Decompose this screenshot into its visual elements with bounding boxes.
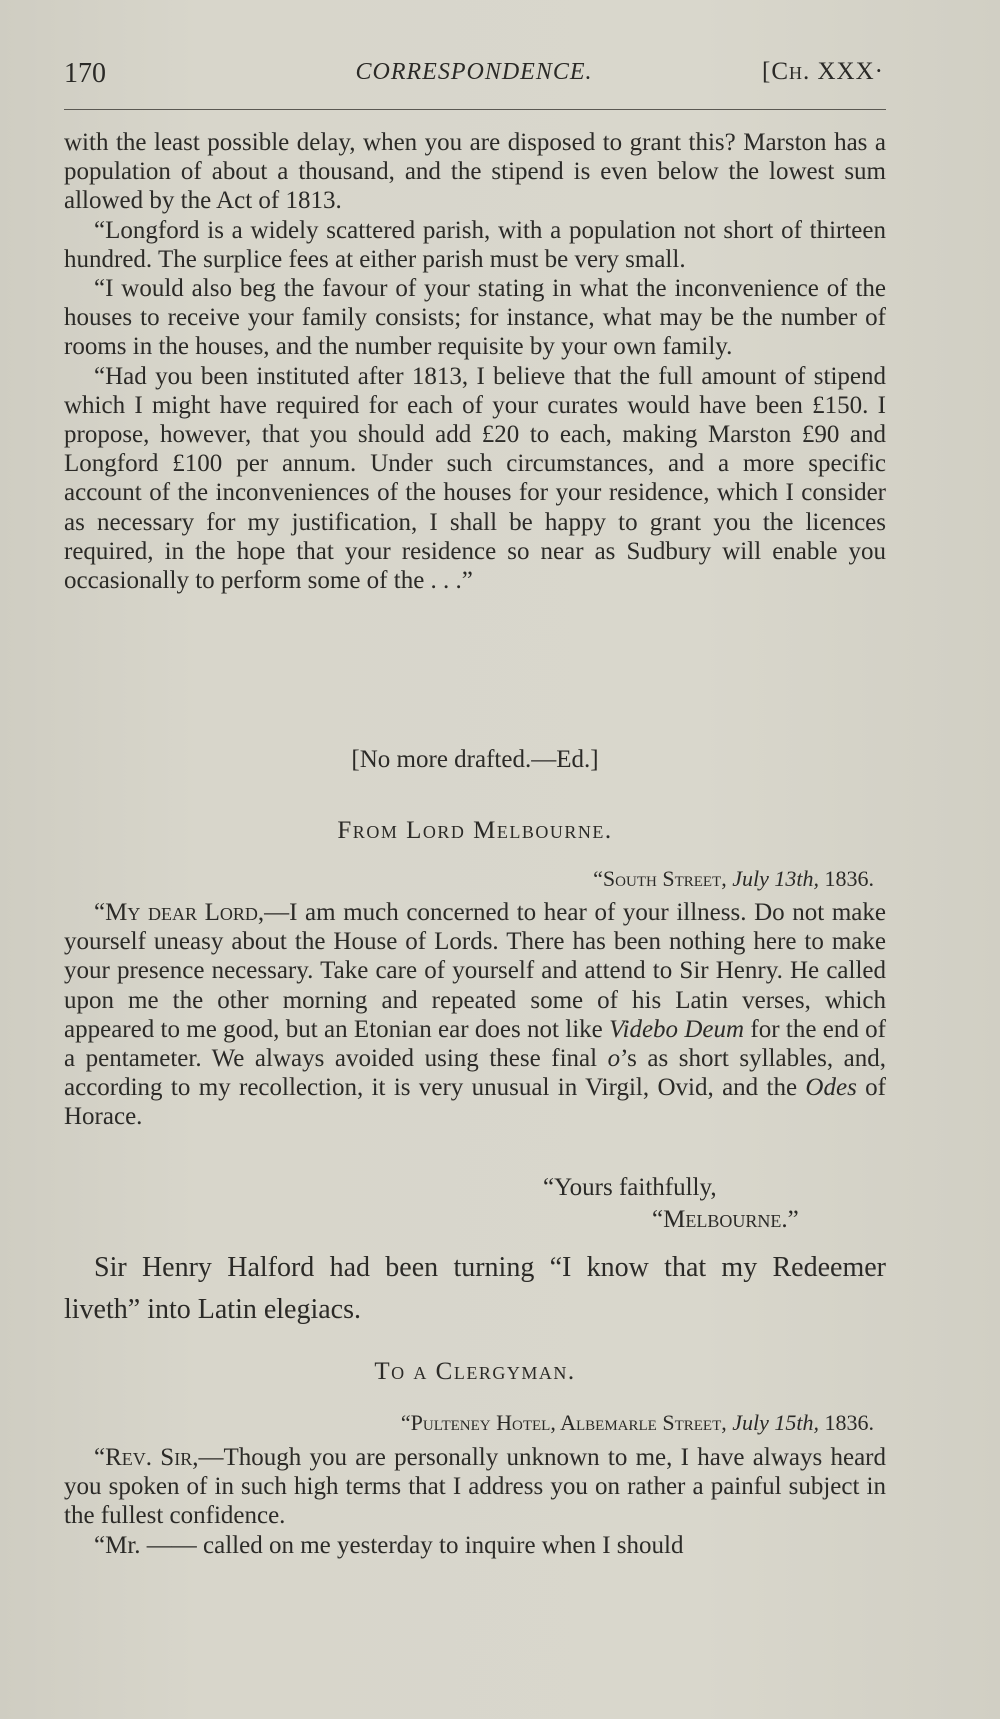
running-title: CORRESPONDENCE. — [355, 59, 593, 85]
salutation: “My dear Lord, — [94, 899, 265, 926]
letter-body — [64, 1443, 886, 1560]
signature: “Melbourne.” — [652, 1206, 799, 1233]
letter-heading: From Lord Melbourne. — [337, 817, 613, 844]
letter-body — [64, 898, 886, 1132]
dateline: “South Street, July 13th, 1836. — [593, 866, 874, 891]
salutation: “Rev. Sir, — [94, 1444, 199, 1471]
page-number: 170 — [64, 58, 106, 89]
running-header — [64, 52, 884, 92]
chapter-label: [Ch. XXX· — [762, 58, 884, 85]
paragraph: “Rev. Sir,—Though you are personally unknown to me, I have always heard you spoken of in such high terms that I address you on rather a painful subject in the fullest confidence. — [64, 1444, 886, 1530]
dateline: “Pulteney Hotel, Albemarle Street, July 15th, 1836. — [400, 1410, 874, 1435]
editor-note: [No more drafted.—Ed.] — [351, 746, 599, 773]
paragraph: “Had you been instituted after 1813, I believe that the full amount of stipend which I might have required for each of your curates would have been £150. I propose, however, that you should add £20 to each, making Marston £90 and Longford £100 per annum. Under such circumstances, and a more specific account of the inconveniences of the houses for your residence, which I consider as necessary for my justification, I shall be happy to grant you the licences required, in the hope that your residence so near as Sudbury will enable you occasionally to perform some of the . . .” — [64, 362, 886, 595]
paragraph: “I would also beg the favour of your stating in what the inconvenience of the houses to receive your family consists; for instance, what may be the number of rooms in the houses, and the number requisite by your own family. — [64, 275, 886, 361]
paragraph: “Mr. —— called on me yesterday to inquire when I should — [94, 1531, 684, 1559]
header-rule — [64, 109, 886, 110]
paragraph: “My dear Lord,—I am much concerned to hear of your illness. Do not make yourself uneasy about the House of Lords. There has been nothing here to make your presence necessary. Take care of yourself and attend to Sir Henry. He called upon me the other morning and repeated some of his Latin verses, which appeared to me good, but an Etonian ear does not like Videbo Deum for the end of a pentameter. We always avoided using these final o’s as short syllables, and, according to my recollection, it is very unusual in Virgil, Ovid, and the Odes of Horace. — [64, 899, 887, 1131]
closing: “Yours faithfully, — [543, 1174, 717, 1201]
letter-heading: To a Clergyman. — [374, 1358, 576, 1385]
commentary — [64, 1247, 886, 1331]
paragraph: Sir Henry Halford had been turning “I know that my Redeemer liveth” into Latin elegiacs. — [64, 1252, 886, 1325]
section-text — [64, 128, 886, 595]
paragraph: “Longford is a widely scattered parish, with a population not short of thirteen hundred. The surplice fees at either parish must be very small. — [64, 216, 886, 273]
paragraph: with the least possible delay, when you are disposed to grant this? Marston has a population of about a thousand, and the stipend is even below the lowest sum allowed by the Act of 1813. — [64, 129, 886, 215]
